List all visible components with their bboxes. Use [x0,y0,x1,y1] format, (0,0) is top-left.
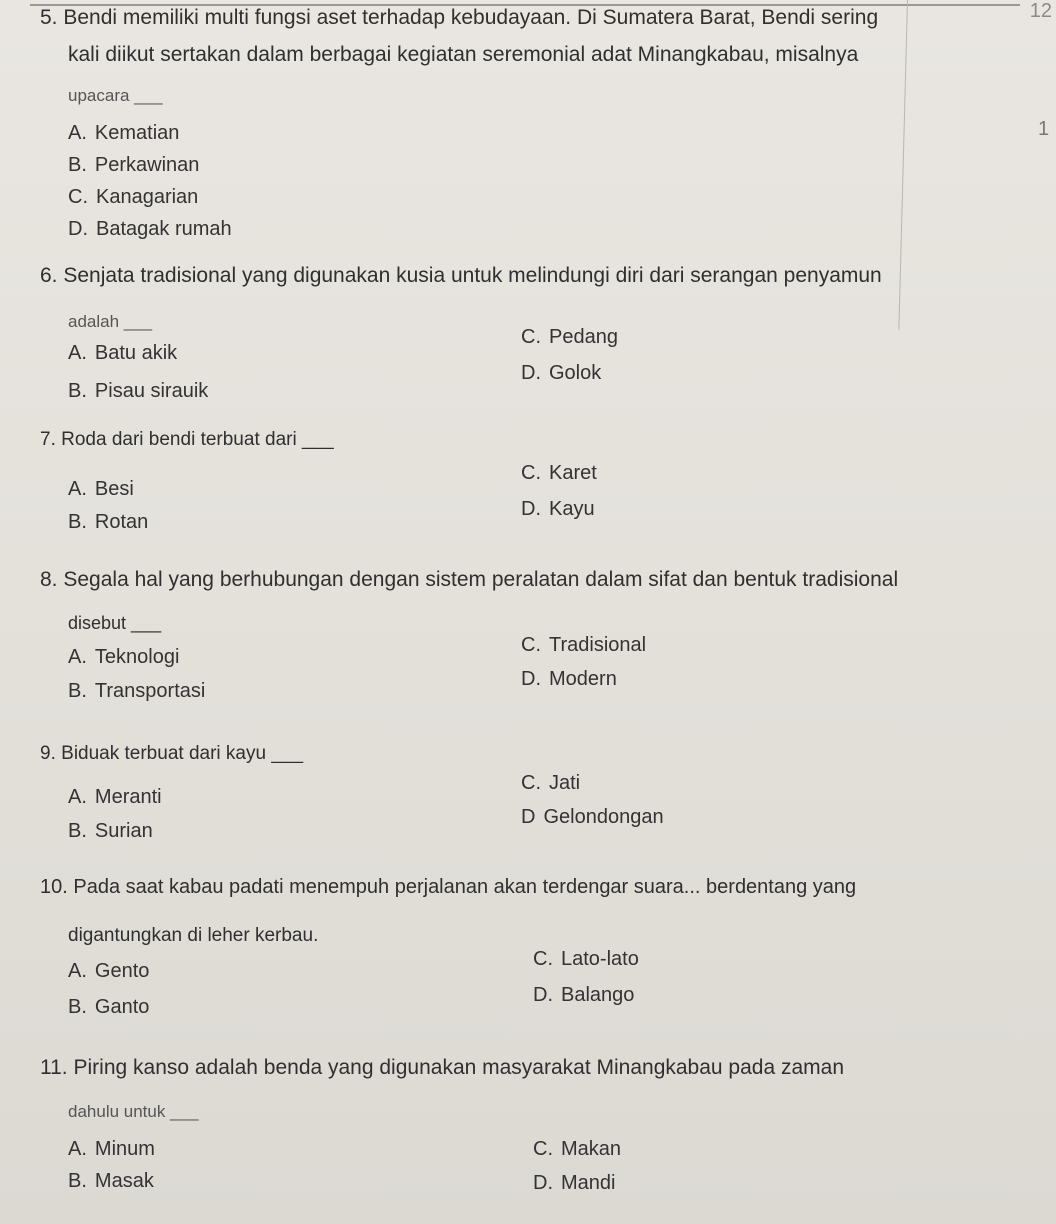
option-text: Masak [94,1170,154,1192]
option-letter: A. [68,342,87,364]
q9-option-b[interactable] [68,820,153,843]
option-text: Gelondongan [543,806,664,828]
q6-option-a[interactable] [68,342,177,365]
option-text: Surian [94,820,153,842]
option-letter: D. [68,218,88,240]
question-text-line1: Piring kanso adalah benda yang digunakan masyarakat Minangkabau pada zaman [73,1056,845,1079]
option-letter: B. [68,680,87,702]
q5-option-c[interactable] [68,186,198,209]
question-6-line2: adalah ___ [68,312,153,331]
q8-option-c[interactable] [521,634,646,657]
question-5 [40,4,878,31]
option-text: Jati [549,772,581,794]
option-text: Mandi [561,1172,616,1194]
q7-option-c[interactable] [521,462,597,485]
option-text: Lato-lato [561,948,639,970]
option-text: Makan [561,1138,622,1160]
option-letter: A. [68,786,87,808]
q11-option-c[interactable] [533,1138,621,1161]
question-number: 7. [40,429,56,450]
question-text-line1: Senjata tradisional yang digunakan kusia untuk melindungi diri dari serangan penyamun [63,264,882,287]
question-10-line2: digantungkan di leher kerbau. [68,925,319,946]
question-8 [40,566,898,593]
q11-option-d[interactable] [533,1172,615,1195]
question-number: 5. [40,6,58,29]
question-number: 6. [40,264,58,287]
option-text: Batagak rumah [96,218,232,240]
option-letter: D. [533,984,553,1006]
option-letter: B. [68,996,87,1018]
q6-option-c[interactable] [521,326,618,349]
option-letter: C. [521,772,541,794]
option-text: Rotan [94,511,149,533]
option-text: Golok [549,362,602,384]
margin-line [898,0,908,330]
question-5-line2: kali diikut sertakan dalam berbagai kegiatan seremonial adat Minangkabau, misalnya [68,43,859,66]
option-letter: C. [521,634,541,656]
option-text: Modern [549,668,617,690]
q5-option-d[interactable] [68,218,232,241]
question-number: 10. [40,876,68,898]
question-number: 11. [40,1056,68,1079]
option-letter: A. [68,1138,87,1160]
q7-option-d[interactable] [521,498,595,521]
question-number: 9. [40,743,56,764]
question-text-line1: Pada saat kabau padati menempuh perjalanan akan terdengar suara... berdentang yang [73,876,857,898]
q8-option-d[interactable] [521,668,617,691]
q7-option-a[interactable] [68,478,134,501]
option-letter: B. [68,511,87,533]
option-text: Kematian [94,122,180,144]
q8-option-a[interactable] [68,646,179,669]
q7-option-b[interactable] [68,511,148,534]
option-text: Kanagarian [96,186,199,208]
question-9 [40,740,303,767]
question-text-line1: Roda dari bendi terbuat dari ___ [61,429,334,450]
q11-option-a[interactable] [68,1138,155,1161]
q10-option-a[interactable] [68,960,149,983]
option-letter: C. [521,462,541,484]
option-text: Minum [94,1138,155,1160]
question-number: 8. [40,568,58,591]
question-8-line2: disebut ___ [68,613,162,633]
page-number: 12 [1029,0,1052,22]
option-text: Karet [549,462,597,484]
q10-option-d[interactable] [533,984,634,1007]
q10-option-b[interactable] [68,996,149,1019]
question-text-line1: Segala hal yang berhubungan dengan sistem peralatan dalam sifat dan bentuk tradisional [63,568,899,591]
q10-option-c[interactable] [533,948,639,971]
option-letter: C. [521,326,541,348]
option-letter: D. [521,498,541,520]
option-letter: A. [68,122,87,144]
question-6 [40,262,882,289]
q5-option-a[interactable] [68,122,179,145]
option-letter: A. [68,646,87,668]
option-text: Balango [561,984,635,1006]
q9-option-c[interactable] [521,772,580,795]
option-letter: A. [68,960,87,982]
option-letter: C. [533,948,553,970]
option-text: Besi [94,478,134,500]
option-letter: C. [533,1138,553,1160]
option-letter: B. [68,1170,87,1192]
option-text: Gento [94,960,150,982]
question-text-line1: Biduak terbuat dari kayu ___ [61,743,304,764]
option-letter: C. [68,186,88,208]
q8-option-b[interactable] [68,680,205,703]
option-text: Perkawinan [94,154,200,176]
q9-option-a[interactable] [68,786,162,809]
option-text: Teknologi [94,646,180,668]
question-text-line1: Bendi memiliki multi fungsi aset terhadap kebudayaan. Di Sumatera Barat, Bendi sering [63,6,879,29]
option-letter: D. [521,668,541,690]
option-text: Meranti [94,786,162,808]
q5-option-b[interactable] [68,154,199,177]
option-text: Ganto [94,996,150,1018]
question-11 [40,1054,844,1081]
side-mark: 1 [1038,118,1050,140]
option-text: Pedang [549,326,618,348]
q9-option-d[interactable] [521,806,664,829]
option-letter: B. [68,380,87,402]
question-11-line2: dahulu untuk ___ [68,1102,199,1121]
option-letter: D. [533,1172,553,1194]
option-letter: D [521,806,536,828]
question-7 [40,426,334,453]
question-10 [40,874,856,901]
option-letter: B. [68,154,87,176]
option-letter: A. [68,478,87,500]
option-text: Transportasi [94,680,206,702]
option-letter: D. [521,362,541,384]
option-text: Kayu [549,498,595,520]
option-text: Tradisional [549,634,647,656]
q11-option-b[interactable] [68,1170,154,1193]
option-text: Batu akik [94,342,178,364]
question-5-line3: upacara ___ [68,86,163,105]
option-letter: B. [68,820,87,842]
q6-option-b[interactable] [68,380,208,403]
option-text: Pisau sirauik [94,380,209,402]
q6-option-d[interactable] [521,362,601,385]
